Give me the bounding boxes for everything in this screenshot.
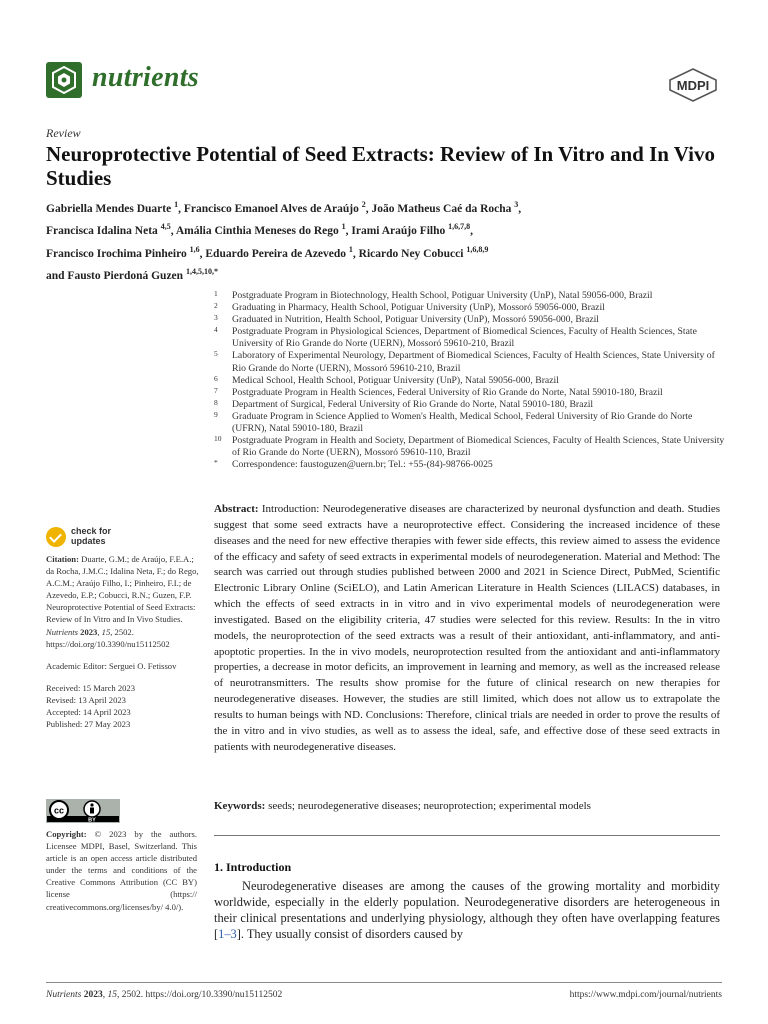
abstract-label: Abstract: <box>214 503 259 515</box>
copyright-label: Copyright: <box>46 829 87 839</box>
abstract-text: Introduction: Neurodegenerative diseases are characterized by neuronal dysfunction and death. Studies suggest that some seed extracts have a neuroprotective effect. Considering the increased incidence of these diseases and the need for new effective therapies with fewer side effects, this review aimed to assess the evidence of the efficacy and safety of seed extracts in experimental models of neurodegeneration. Material and Method: The search was carried out through studies published between 2000 and 2021 in Science Direct, PubMed, Scientific Electronic Library Online (SciELO), and Latin American Literature in Health Sciences (LILACS) databases, in which the effects of seed extracts in in vitro and in vivo experimental models of neurodegeneration were investigated. Based on the eligibility criteria, 47 studies were selected for this review. Results: In the in vitro models, the neuroprotection of the seed extracts was a result of their antioxidant, anti-inflammatory, and anti-apoptotic properties. In the in vivo models, neuroprotection resulted from the antioxidant and anti-inflammatory properties, a decrease in motor deficits, an improvement in learning and memory, as well as the increased release of neurotransmitters. The results show promise for the future of clinical research on new therapies for neurodegenerative diseases. However, the studies are still limited, which does not allow us to extrapolate the results to human beings with ND. Conclusions: Therefore, clinical trials are needed in order to prove the results of the in vitro and in vivo studies, as well as to assess the ideal, safe, and effective dose of these seed extracts in patients with neurodegenerative diseases. <box>214 503 720 753</box>
check-updates-label: check for <box>71 526 112 536</box>
affiliation-text: Graduate Program in Science Applied to Women's Health, Medical School, Federal University of Rio Grande do Norte (UFRN), Natal 59010-180, Brazil <box>232 410 693 435</box>
affiliation-text: Postgraduate Program in Biotechnology, Health School, Potiguar University (UnP), Natal 59056-000, Brazil <box>232 290 653 301</box>
abstract <box>214 502 720 756</box>
author-affil: 1 <box>174 200 179 209</box>
footer-year: 2023 <box>83 990 103 1000</box>
affiliation-number: 7 <box>214 385 218 395</box>
citation: Citation: Duarte, G.M.; de Araújo, F.E.A.; da Rocha, J.M.C.; Idalina Neta, F.; do Rego, A.C.M.; Araújo Filho, I.; Pinheiro, F.I.; de Azevedo, E.P.; Cobucci, R.N.; Guzen, F.P. Neuroprotective Potential of Seed Extracts: Review of In Vitro and In Vivo Studies. Nutrients 2023, 15, 2502. https://doi.org/10.3390/nu15112502 <box>46 554 199 649</box>
affiliation-text: Medical School, Health School, Potiguar University (UnP), Natal 59056-000, Brazil <box>232 374 559 386</box>
affiliation-item <box>214 411 726 435</box>
footer-divider <box>46 982 722 983</box>
keywords-text: seeds; neurodegenerative diseases; neuroprotection; experimental models <box>268 800 591 812</box>
author-sep: , <box>345 225 352 238</box>
author[interactable]: Ricardo Ney Cobucci <box>358 247 464 260</box>
affiliation-text: Graduated in Nutrition, Health School, Potiguar University (UnP), Mossoró 59056-000, Brazil <box>232 314 599 326</box>
affiliation-number: 10 <box>214 434 222 444</box>
affiliation-text: Laboratory of Experimental Neurology, Department of Biomedical Sciences, Faculty of Health Sciences, State University of Rio Grande do Norte (UERN), Mossoró 59610-210, Brazil <box>232 350 715 374</box>
affiliation-number: 3 <box>214 313 218 323</box>
citation-label: Citation: <box>46 554 79 564</box>
affiliation-text: Postgraduate Program in Health and Society, Department of Biomedical Sciences, Faculty of Health Sciences, State University of Rio Grande do Norte (UERN), Mossoró 59610-110, Brazil <box>232 435 725 459</box>
author-affil: 4,5 <box>160 222 171 232</box>
academic-editor: Academic Editor: Serguei O. Fetissov <box>46 660 177 671</box>
journal-logo-icon <box>46 62 82 98</box>
date-published: Published: 27 May 2023 <box>46 719 131 730</box>
author-sep: , <box>518 202 522 215</box>
author-list <box>46 196 726 285</box>
mdpi-logo-text: MDPI <box>676 78 710 93</box>
footer-journal: Nutrients <box>46 990 82 1000</box>
author-affil: 1,6,8,9 <box>466 244 489 254</box>
affiliations <box>214 290 726 471</box>
citation-text: Duarte, G.M.; de Araújo, F.E.A.; da Rocha, J.M.C.; Idalina Neta, F.; do Rego, A.C.M.; Araújo Filho, I.; Pinheiro, F.I.; de Azevedo, E.P.; Cobucci, R.N.; Guzen, F.P. Neuroprotective Potential of Seed Extracts: Review of In Vitro and In Vivo Studies. <box>46 554 199 625</box>
check-circle-icon <box>46 527 66 547</box>
keywords-label: Keywords: <box>214 800 266 812</box>
author-sep: , <box>178 202 184 215</box>
article-type: Review <box>46 126 81 140</box>
affiliation-item <box>214 387 726 399</box>
author[interactable]: Amália Cinthia Meneses do Rego <box>175 225 339 238</box>
affiliation-item <box>214 302 726 314</box>
author-sep: , <box>352 247 359 260</box>
copyright-notice <box>46 828 197 913</box>
author-sep: , <box>199 247 206 260</box>
citation-pages: , 2502. <box>110 626 134 637</box>
author-affil: 2 <box>361 200 366 209</box>
svg-text:cc: cc <box>53 805 65 816</box>
author[interactable]: João Matheus Caé da Rocha <box>371 202 512 215</box>
author[interactable]: Irami Araújo Filho <box>351 225 446 238</box>
affiliation-number: 8 <box>214 397 218 407</box>
affiliation-item <box>214 314 726 326</box>
affiliation-text: Postgraduate Program in Health Sciences, Federal University of Rio Grande do Norte, Natal 59010-180, Brazil <box>232 386 663 398</box>
footer-doi-link[interactable]: , 2502. https://doi.org/10.3390/nu15112502 <box>117 990 283 1000</box>
keywords <box>214 800 720 812</box>
affiliation-text: Graduating in Pharmacy, Health School, Potiguar University (UnP), Mossoró 59056-000, Brazil <box>232 302 605 314</box>
affiliation-number: 1 <box>214 289 218 298</box>
date-accepted: Accepted: 14 April 2023 <box>46 707 131 718</box>
check-for-updates-button[interactable] <box>46 525 156 549</box>
author[interactable]: Francisco Emanoel Alves de Araújo <box>183 202 359 215</box>
cc-by-license-icon[interactable] <box>46 799 120 823</box>
author-affil: 1 <box>348 244 353 254</box>
affiliation-number: * <box>214 458 218 468</box>
affiliation-item <box>214 326 726 350</box>
reference-link[interactable]: 1–3 <box>218 926 237 941</box>
footer-volume: 15 <box>107 990 117 1000</box>
intro-text: ]. They usually consist of disorders caused by <box>236 926 463 941</box>
section-divider <box>214 835 720 836</box>
affiliation-number: 2 <box>214 301 218 311</box>
citation-journal: Nutrients <box>46 626 78 637</box>
author-sep: , <box>170 225 176 238</box>
author[interactable]: Eduardo Pereira de Azevedo <box>205 247 347 260</box>
affiliation-text: Department of Surgical, Federal University of Rio Grande do Norte, Natal 59010-180, Brazil <box>232 398 594 410</box>
affiliation-number: 4 <box>214 325 218 335</box>
date-received: Received: 15 March 2023 <box>46 682 136 693</box>
author-affil: 1,6 <box>189 244 200 254</box>
correspondence <box>214 459 726 471</box>
intro-text: Neurodegenerative diseases are among the causes of the growing mortality and morbidity worldwide, especially in the elderly population. Neurodegenerative disorders are heterogeneous in their clinical presentations and underlying physiology, although they often have overlapping features [ <box>214 879 720 941</box>
affiliation-number: 6 <box>214 373 218 383</box>
author-sep: , <box>470 225 474 238</box>
author[interactable]: and Fausto Pierdoná Guzen <box>46 269 184 282</box>
author[interactable]: Francisca Idalina Neta <box>46 225 158 238</box>
journal-name: nutrients <box>92 62 199 93</box>
author-affil: 1,4,5,10,* <box>185 266 218 276</box>
affiliation-item <box>214 290 726 302</box>
author-affil: 3 <box>514 200 519 209</box>
affiliation-item <box>214 435 726 459</box>
footer-citation: Nutrients 2023, 15, 2502. https://doi.org/10.3390/nu15112502 <box>46 990 283 1000</box>
article-title: Neuroprotective Potential of Seed Extracts: Review of In Vitro and In Vivo Studies <box>46 142 716 190</box>
copyright-text: © 2023 by the authors. Licensee MDPI, Basel, Switzerland. This article is an open access article distributed under the terms and conditions of the Creative Commons Attribution (CC BY) license (https:// creativecommons.org/licenses/by/ 4.0/). <box>46 829 197 912</box>
cc-label: BY <box>88 817 96 823</box>
footer-journal-url[interactable]: https://www.mdpi.com/journal/nutrients <box>569 990 722 1000</box>
affiliation-item <box>214 375 726 387</box>
citation-volume: 15 <box>101 626 111 637</box>
citation-year: 2023 <box>80 626 98 637</box>
introduction-paragraph <box>214 879 720 942</box>
affiliation-text: Postgraduate Program in Physiological Sciences, Department of Biomedical Sciences, Faculty of Health Sciences, State University of Rio Grande do Norte (UERN), Mossoró 59610-210, Brazil <box>232 326 697 350</box>
citation-doi-link[interactable]: https://doi.org/10.3390/nu15112502 <box>46 638 170 649</box>
sidebar-metadata <box>46 553 201 730</box>
check-updates-label: updates <box>71 536 106 546</box>
date-revised: Revised: 13 April 2023 <box>46 694 126 705</box>
correspondence-text[interactable]: Correspondence: faustoguzen@uern.br; Tel.: +55-(84)-98766-0025 <box>232 459 493 471</box>
mdpi-logo-icon <box>668 68 718 102</box>
affiliation-item <box>214 399 726 411</box>
section-heading: 1. Introduction <box>214 860 292 874</box>
author-affil: 1,6,7,8 <box>448 222 471 232</box>
author-sep: , <box>365 202 372 215</box>
author[interactable]: Gabriella Mendes Duarte <box>46 202 172 215</box>
affiliation-number: 5 <box>214 349 218 359</box>
affiliation-number: 9 <box>214 409 218 419</box>
affiliation-item <box>214 350 726 374</box>
author-affil: 1 <box>341 222 346 232</box>
author[interactable]: Francisco Irochima Pinheiro <box>46 247 187 260</box>
